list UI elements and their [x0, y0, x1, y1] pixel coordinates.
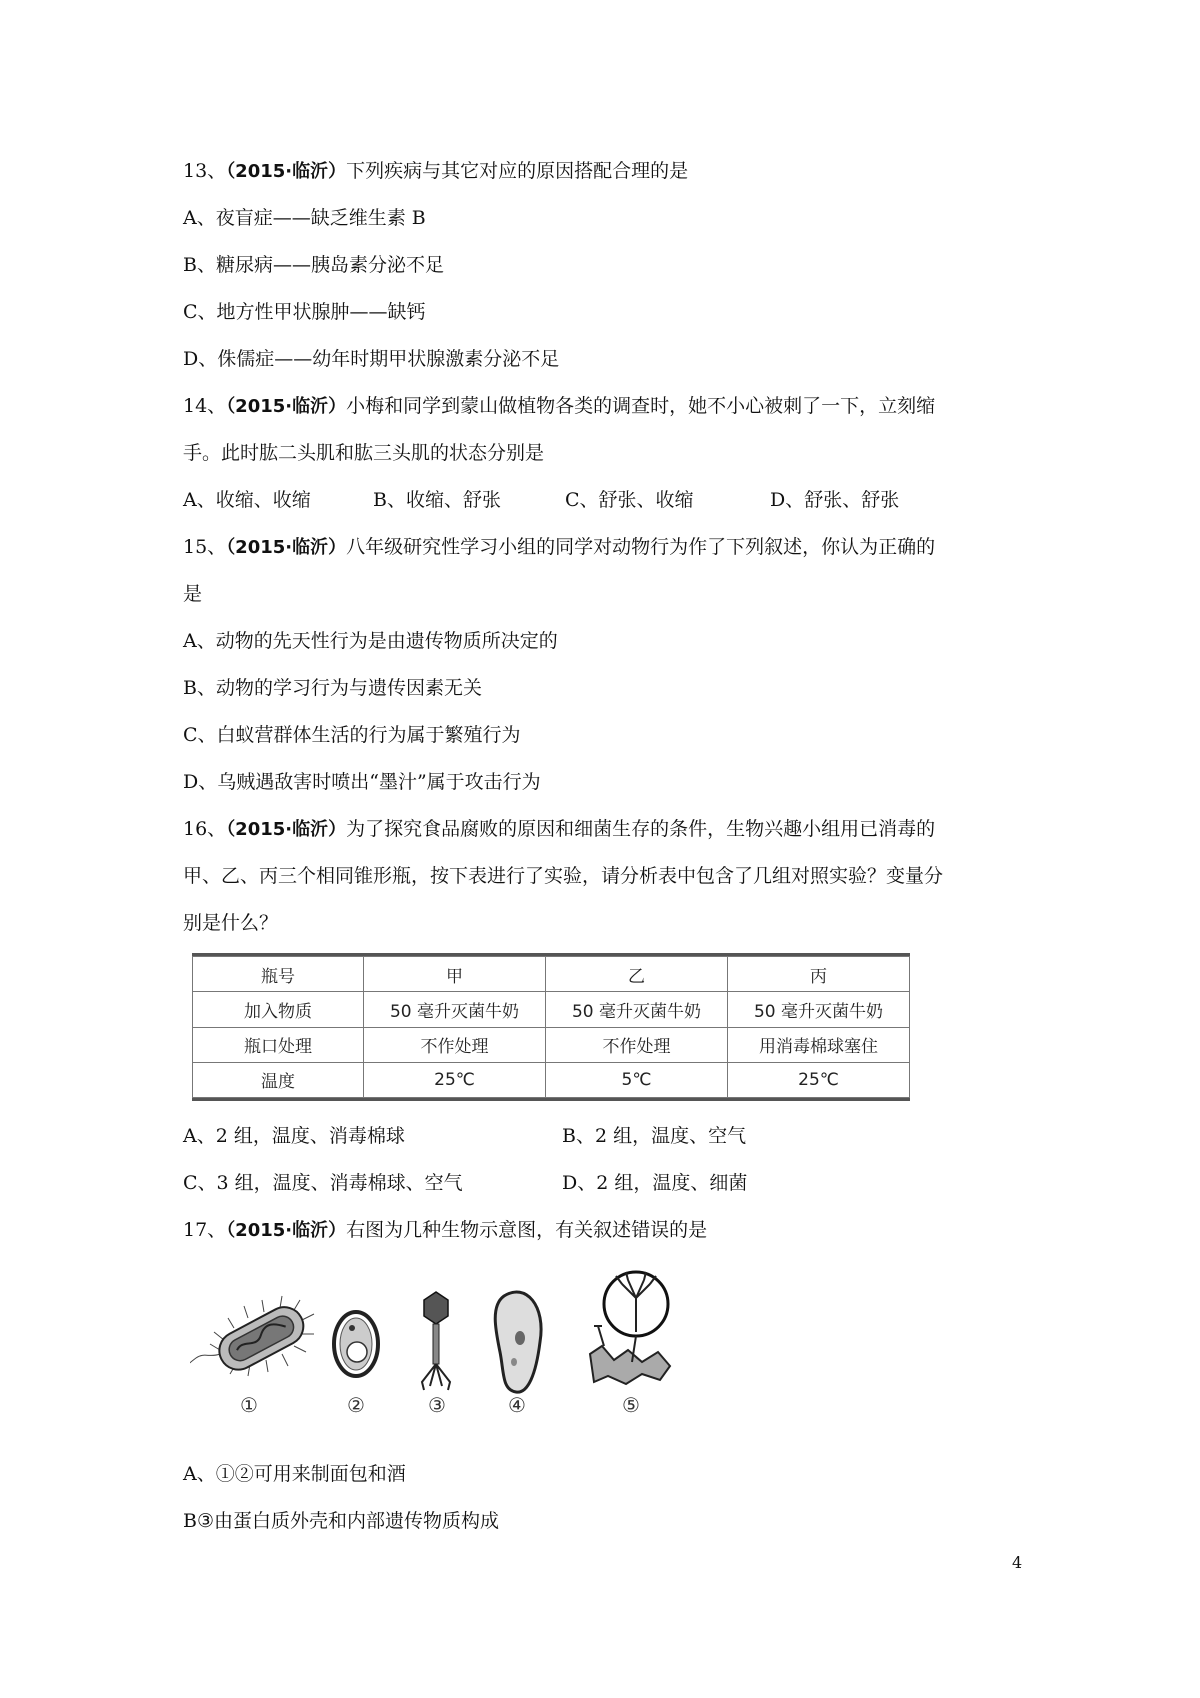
- q13-stem-line: [183, 158, 688, 185]
- q17-option-b: B③由蛋白质外壳和内部遗传物质构成: [183, 1510, 499, 1532]
- q13-number: 13、: [183, 160, 227, 182]
- experiment-table-figure: [192, 953, 910, 1101]
- table-cell: 瓶口处理: [193, 1027, 364, 1062]
- virus-illustration: [422, 1292, 450, 1390]
- organisms-figure: [190, 1262, 760, 1434]
- q14-number: 14、: [183, 395, 227, 417]
- label-4: ④: [508, 1393, 526, 1417]
- q13-option-c: C、地方性甲状腺肿——缺钙: [183, 301, 426, 323]
- q14-option-a: A、收缩、收缩: [183, 489, 311, 511]
- q15-option-a: A、动物的先天性行为是由遗传物质所决定的: [183, 630, 558, 652]
- table-cell: 用消毒棉球塞住: [728, 1027, 910, 1062]
- q16-option-d: D、2 组，温度、细菌: [562, 1172, 748, 1194]
- mold-illustration: [590, 1272, 670, 1384]
- q14-option-c: C、舒张、收缩: [565, 489, 694, 511]
- paramecium-illustration: [495, 1292, 541, 1392]
- label-2: ②: [347, 1393, 365, 1417]
- table-row: [193, 1027, 910, 1062]
- experiment-table: [192, 956, 910, 1098]
- q14-option-b: B、收缩、舒张: [373, 489, 501, 511]
- q13-option-a: A、夜盲症——缺乏维生素 B: [183, 207, 426, 229]
- label-3: ③: [428, 1393, 446, 1417]
- q16-stem-line-1: [183, 816, 935, 843]
- table-cell: 温度: [193, 1062, 364, 1097]
- table-cell: 丙: [728, 957, 910, 992]
- q17-source-tag: （2015·临沂）: [226, 1220, 347, 1241]
- table-cell: 不作处理: [364, 1027, 546, 1062]
- q15-option-d: D、乌贼遇敌害时喷出“墨汁”属于攻击行为: [183, 771, 541, 793]
- table-cell: 50 毫升灭菌牛奶: [546, 992, 728, 1027]
- q13-stem: 下列疾病与其它对应的原因搭配合理的是: [346, 160, 689, 182]
- table-cell: 25℃: [364, 1062, 546, 1097]
- q13-source-tag: （2015·临沂）: [226, 161, 347, 182]
- q16-option-b: B、2 组，温度、空气: [562, 1125, 747, 1147]
- table-cell: 乙: [546, 957, 728, 992]
- yeast-cell-illustration: [334, 1312, 378, 1376]
- table-cell: 50 毫升灭菌牛奶: [728, 992, 910, 1027]
- q13-option-d: D、侏儒症——幼年时期甲状腺激素分泌不足: [183, 348, 560, 370]
- q15-source-tag: （2015·临沂）: [226, 537, 347, 558]
- q15-number: 15、: [183, 536, 227, 558]
- q14-stem-line-2: 手。此时肱二头肌和肱三头肌的状态分别是: [183, 442, 545, 464]
- q15-option-b: B、动物的学习行为与遗传因素无关: [183, 677, 482, 699]
- bacterium-illustration: [190, 1296, 314, 1376]
- table-cell: 5℃: [546, 1062, 728, 1097]
- label-5: ⑤: [622, 1393, 640, 1417]
- q17-stem: 右图为几种生物示意图，有关叙述错误的是: [346, 1219, 708, 1241]
- table-cell: 加入物质: [193, 992, 364, 1027]
- q15-stem-1: 八年级研究性学习小组的同学对动物行为作了下列叙述，你认为正确的: [346, 536, 936, 558]
- q15-stem-line-2: 是: [183, 583, 203, 605]
- table-row: [193, 957, 910, 992]
- q17-stem-line: [183, 1217, 707, 1244]
- q16-stem-1: 为了探究食品腐败的原因和细菌生存的条件，生物兴趣小组用已消毒的: [346, 818, 936, 840]
- table-cell: 不作处理: [546, 1027, 728, 1062]
- q13-option-b: B、糖尿病——胰岛素分泌不足: [183, 254, 444, 276]
- table-cell: 甲: [364, 957, 546, 992]
- table-cell: 瓶号: [193, 957, 364, 992]
- q16-stem-line-3: 别是什么？: [183, 912, 279, 934]
- table-row: [193, 992, 910, 1027]
- q14-stem-line-1: [183, 393, 935, 420]
- q14-source-tag: （2015·临沂）: [226, 396, 347, 417]
- page-number: 4: [1012, 1553, 1023, 1572]
- q15-option-c: C、白蚁营群体生活的行为属于繁殖行为: [183, 724, 521, 746]
- table-row: [193, 1062, 910, 1097]
- q16-option-a: A、2 组，温度、消毒棉球: [183, 1125, 405, 1147]
- q16-source-tag: （2015·临沂）: [226, 819, 347, 840]
- q17-option-a: A、①②可用来制面包和酒: [183, 1463, 406, 1485]
- table-cell: 25℃: [728, 1062, 910, 1097]
- label-1: ①: [240, 1393, 258, 1417]
- q16-stem-line-2: 甲、乙、丙三个相同锥形瓶，按下表进行了实验，请分析表中包含了几组对照实验？变量分: [183, 865, 944, 887]
- q16-number: 16、: [183, 818, 227, 840]
- q14-stem-1: 小梅和同学到蒙山做植物各类的调查时，她不小心被刺了一下，立刻缩: [346, 395, 936, 417]
- table-cell: 50 毫升灭菌牛奶: [364, 992, 546, 1027]
- q17-number: 17、: [183, 1219, 227, 1241]
- q16-option-c: C、3 组，温度、消毒棉球、空气: [183, 1172, 463, 1194]
- q15-stem-line-1: [183, 534, 935, 561]
- q14-option-d: D、舒张、舒张: [770, 489, 900, 511]
